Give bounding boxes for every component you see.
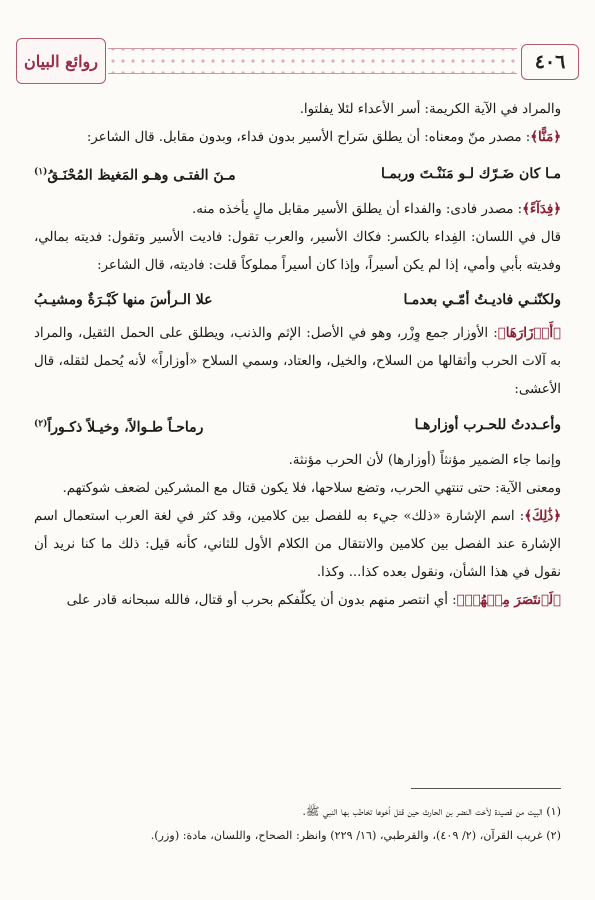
paragraph: ومعنى الآية: حتى تنتهي الحرب، وتضع سلاحها، فلا يكون قتال مع المشركين لضعف شوكتهم. [62, 481, 561, 497]
quran-term: ﴿مَنًّا﴾ [530, 130, 561, 145]
footnote-marker: (٢) [34, 418, 48, 429]
quran-term: ﴿أَوۡزَارَهَا﴾ [497, 325, 561, 341]
paragraph-intasara [34, 587, 561, 615]
page-header [16, 38, 579, 84]
page-number: ٤٠٦ [521, 44, 579, 80]
footnote-divider [411, 788, 561, 789]
paragraph: قال في اللسان: الفِداء بالكسر: فكاك الأسير، والعرب تقول: فاديت الأسير وتقول: فديته بمالي، وفديته بأبي وأمي، إذا لم يكن أسيراً، وإذا كان أسيراً مملوكاً قلت: فاديته، قال الشاعر: [34, 229, 561, 273]
term-explanation: : مصدر فادى: والفداء أن يطلق الأسير مقابل مالٍ يأخذه منه. [192, 201, 523, 217]
paragraph: وإنما جاء الضمير مؤنثاً (أوزارها) لأن الحرب مؤنثة. [288, 453, 561, 469]
footnote-marker: (١) [34, 167, 48, 177]
verse-second-hemistich [34, 410, 203, 442]
footnote-2: (٢) غريب القرآن، (٢/ ٤٠٩)، والقرطبي، (١٦/ ٢٢٩) وانظر: الصحاح، واللسان، مادة: (وزر). [150, 829, 561, 842]
term-explanation: : مصدر منّ ومعناه: أن يطلق سَراح الأسير بدون فداء، وبدون مقابل. قال الشاعر: [86, 130, 531, 145]
book-title-logo: روائع البيان [16, 38, 106, 84]
poetry-verse [34, 286, 561, 314]
paragraph: والمراد في الآية الكريمة: أسر الأعداء لئلا يفلتوا. [299, 102, 561, 117]
paragraph-awzar [34, 320, 561, 404]
verse-first-hemistich: وأعـددتُ للحـرب أوزارهـا [414, 417, 561, 434]
verse-text: رماحـاً طـوالاً، وخيـلاً ذكـوراً [47, 419, 204, 436]
term-explanation: : اسم الإشارة «ذلك» جيء به للفصل بين كلامين، وقد كثر في لغة العرب استعمال اسم الإشارة عند الفصل بين كلامين والانتقال من الكلام الأول للثاني، كأنه قيل: ذلك ما كنا نريد أن نقول في هذا الشأن، ونقول بعده كذا... وكذا. [34, 509, 561, 581]
footnotes [34, 800, 561, 848]
term-explanation: : الأوزار جمع وِزْر، وهو في الأصل: الإثم والذنب، ويطلق على الحمل الثقيل، والمراد به آلات الحرب وأثقالها من السلاح، والخيل، والعتاد، وسمي السلاح «أوزاراً» لأنه يُحمل لثقله، قال الأعشى: [34, 325, 561, 397]
verse-second-hemistich: علا الـرأسَ منها كَبْـرَةٌ ومشيـبُ [34, 291, 213, 308]
poetry-verse [34, 158, 561, 190]
paragraph-fidaa [34, 196, 561, 224]
main-text [34, 96, 561, 615]
decorative-border [108, 48, 517, 74]
verse-text: مـنَ الفتـى وهـو المَغيظ المُحْنَـقُ [47, 167, 236, 184]
poetry-verse [34, 410, 561, 442]
paragraph-dhalika [34, 503, 561, 587]
verse-first-hemistich: ولكنّنـي فاديـتُ أمّـي بعدمـا [403, 291, 561, 308]
quran-term: ﴿ذَٰلِكَ﴾ [524, 509, 561, 525]
term-explanation: : أي انتصر منهم بدون أن يكلّفكم بحرب أو قتال، فالله سبحانه قادر على [66, 593, 457, 609]
quran-term: ﴿فِدَآءً﴾ [522, 201, 561, 217]
footnote-1: (١) البيت من قصيدة لأخت النضر بن الحارث حين قتل أخوها تخاطب بها النبي ﷺ. [302, 805, 561, 818]
quran-term: ﴿لَٱنتَصَرَ مِنۡهُمۡ﴾ [456, 593, 561, 609]
paragraph-manna [34, 124, 561, 152]
verse-second-hemistich [34, 158, 236, 190]
verse-first-hemistich: مـا كان ضَـرّك لـو مَنَنْـتَ وربمـا [381, 165, 561, 182]
